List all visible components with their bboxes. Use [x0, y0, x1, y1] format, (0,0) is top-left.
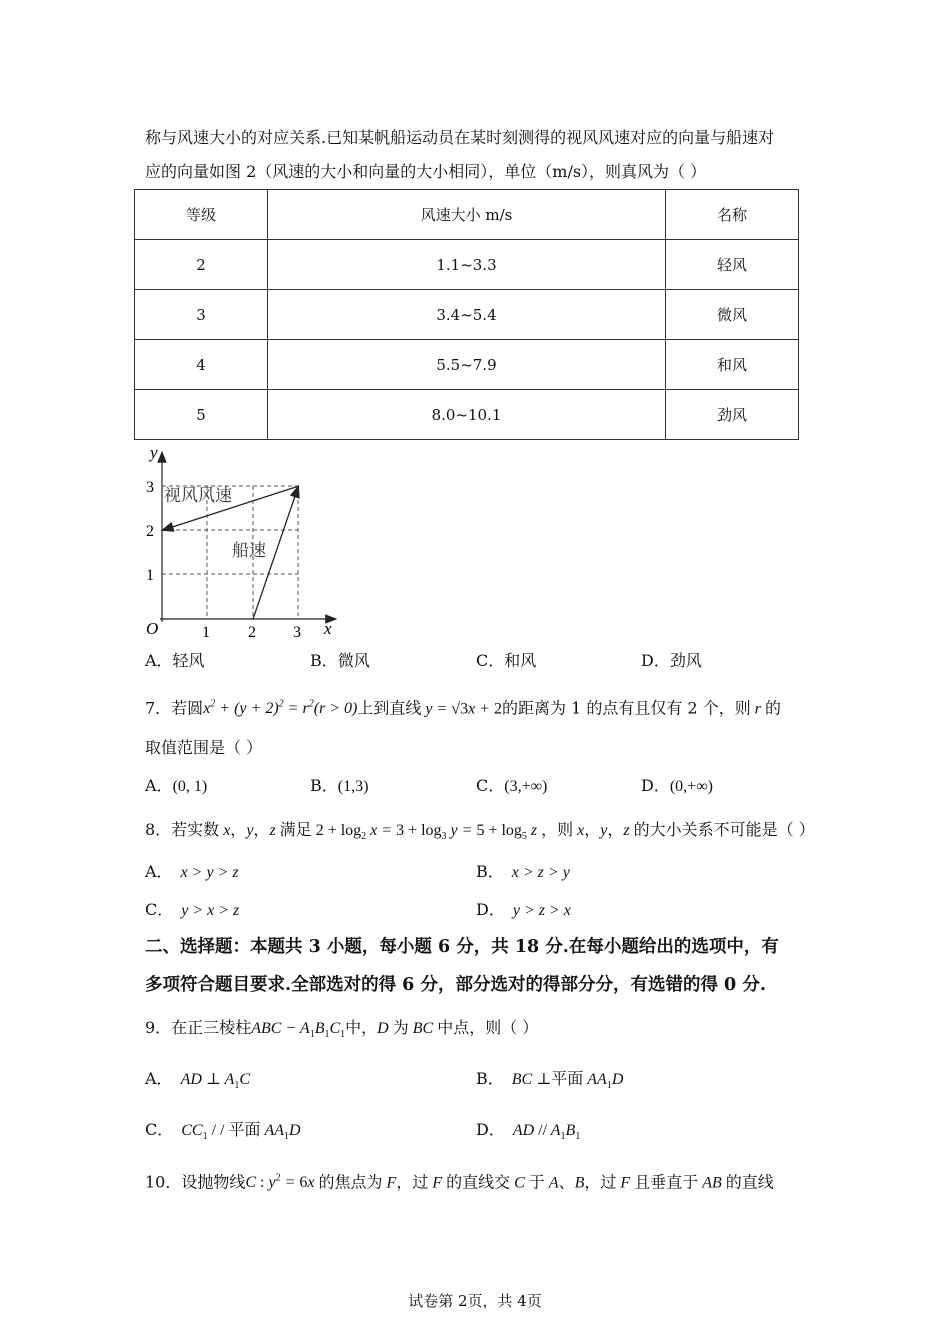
q9-option-a-label: A． [145, 1069, 173, 1088]
q7-option-b-label: B． [310, 776, 338, 795]
q8-variables: x，y，z [219, 822, 280, 839]
table-cell: 5.5~7.9 [268, 340, 666, 390]
q9-stem-c: 为 [392, 1018, 409, 1037]
q10-stem-a: 10．设抛物线 [145, 1172, 246, 1192]
table-cell: 5 [135, 390, 268, 440]
q7-stem-end: 的 [764, 698, 781, 718]
q10-focus-3: F [616, 1174, 635, 1192]
table-row [135, 390, 799, 440]
table-cell: 3.4~5.4 [268, 290, 666, 340]
q9-option-d-label: D． [476, 1120, 505, 1139]
x-tick-label: 1 [202, 624, 210, 641]
table-cell: 劲风 [665, 390, 798, 440]
header-level: 等级 [135, 190, 268, 240]
q10-stem-d: 的直线交 [446, 1172, 511, 1192]
q10-point-a: A [544, 1174, 559, 1192]
q9-stem-b: 中， [345, 1018, 378, 1037]
q8-stem [145, 820, 815, 847]
y-axis-label: y [150, 444, 158, 462]
q7-circle-equation: $x^2 + (y + 2)^2 = r^2(r > 0)$ [203, 699, 358, 718]
q8-option-b [476, 862, 570, 883]
q6-option-b: B．微风 [310, 651, 370, 670]
q9-prism: ABC − $A_1B_1C_1$ [251, 1020, 346, 1041]
intro-line-2: 应的向量如图 2（风速的大小和向量的大小相同），单位（m/s），则真风为（ ） [145, 162, 707, 181]
y-tick-label: 2 [146, 523, 154, 540]
q9-option-b-text: 平面 [551, 1069, 584, 1088]
q8-option-a-value: x > y > z [180, 864, 239, 881]
table-cell: 3 [135, 290, 268, 340]
q8-option-c-value: y > x > z [181, 902, 240, 919]
table-cell: 微风 [665, 290, 798, 340]
wind-level-table [134, 189, 799, 440]
origin-label: O [146, 619, 159, 638]
q9-option-c [145, 1120, 301, 1147]
q9-stem-a: 9．在正三棱柱 [145, 1018, 252, 1037]
q7-line-equation: y = √3x + 2 [421, 700, 502, 718]
q8-option-c-label: C． [145, 900, 174, 919]
q10-stem-e: 于 [528, 1172, 545, 1192]
q7-option-b-value: (1,3) [337, 778, 369, 795]
q8-stem-d: 的大小关系不可能是（ ） [633, 820, 815, 839]
boat-speed-label: 船速 [232, 541, 266, 561]
table-cell: 4 [135, 340, 268, 390]
q8-option-b-label: B． [476, 862, 504, 881]
section-2-heading-line-1: 二、选择题：本题共 3 小题，每小题 6 分，共 18 分.在每小题给出的选项中，有 [145, 937, 779, 957]
x-tick-label: 2 [248, 624, 256, 641]
q6-option-a: A．轻风 [145, 651, 205, 670]
q10-focus: F [382, 1174, 397, 1192]
q9-option-c-label: C． [145, 1120, 174, 1139]
table-cell: 2 [135, 240, 268, 290]
q9-option-d [476, 1120, 580, 1147]
q8-log-equation: $2 + \log_2 x = 3 + \log_3 y = 5 + \log_5 z$ [315, 822, 542, 843]
q9-option-b [476, 1069, 623, 1096]
q10-focus-2: F [428, 1174, 447, 1192]
q10-point-b: B [574, 1174, 585, 1192]
page-footer: 试卷第 2页，共 4页 [408, 1292, 542, 1310]
q9-option-c-plane: $AA_1D$ [260, 1122, 301, 1143]
q8-option-a [145, 862, 239, 883]
intro-line-1: 称与风速大小的对应关系.已知某帆船运动员在某时刻测得的视风风速对应的向量与船速对 [145, 128, 775, 147]
q9-option-d-formula: AD // $A_1B_1$ [512, 1122, 581, 1143]
q8-option-d-value: y > z > x [512, 902, 571, 919]
q9-stem-d: 中点，则（ ） [437, 1018, 539, 1037]
q7-stem-mid: 上到直线 [357, 698, 422, 718]
x-tick-label: 3 [293, 624, 301, 641]
q7-option-c [476, 776, 547, 797]
q7-r-symbol: r [750, 700, 765, 718]
q10-stem-b: 的焦点为 [318, 1172, 383, 1192]
table-cell: 轻风 [665, 240, 798, 290]
q8-option-d-label: D． [476, 900, 505, 919]
q8-option-d [476, 900, 571, 921]
x-axis-label: x [324, 619, 332, 638]
q9-option-b-plane: $AA_1D$ [583, 1071, 624, 1092]
q10-stem [145, 1169, 774, 1193]
q9-point-d: D [377, 1020, 393, 1037]
vector-figure [138, 444, 348, 644]
q7-option-d [641, 776, 713, 797]
q8-stem-c: ，则 [541, 820, 574, 839]
table-row [135, 240, 799, 290]
q7-stem [145, 695, 781, 719]
q7-option-a-value: (0, 1) [172, 778, 208, 795]
q10-stem-h: 且垂直于 [634, 1172, 699, 1192]
q7-option-c-value: (3,+∞) [504, 778, 548, 795]
q9-option-a [145, 1069, 250, 1096]
y-tick-label: 3 [146, 479, 154, 496]
table-row [135, 290, 799, 340]
q8-option-b-value: x > z > y [511, 864, 570, 881]
q7-option-a-label: A． [145, 776, 173, 795]
q8-variables-2: x，y，z [573, 822, 634, 839]
q7-option-c-label: C． [476, 776, 505, 795]
q9-option-c-formula: $CC_1$ / / [181, 1122, 225, 1143]
q9-option-b-formula: BC ⊥ [511, 1071, 552, 1088]
table-header-row [135, 190, 799, 240]
header-name: 名称 [665, 190, 798, 240]
q9-stem [145, 1018, 538, 1045]
q6-option-c: C．和风 [476, 651, 537, 670]
q10-stem-f: 、 [558, 1172, 575, 1192]
q10-curve-c: C [510, 1174, 529, 1192]
q8-stem-a: 8．若实数 [145, 820, 220, 839]
q10-stem-g: ，过 [584, 1172, 617, 1192]
q9-option-c-text: 平面 [228, 1120, 261, 1139]
table-cell: 8.0~10.1 [268, 390, 666, 440]
q7-option-d-value: (0,+∞) [669, 778, 713, 795]
q7-stem-suffix: 的距离为 1 的点有且仅有 2 个，则 [501, 698, 751, 718]
q7-stem-prefix: 7．若圆 [145, 698, 204, 718]
q10-stem-i: 的直线 [725, 1172, 774, 1192]
table-row [135, 340, 799, 390]
q7-option-d-label: D． [641, 776, 670, 795]
section-2-heading-line-2: 多项符合题目要求.全部选对的得 6 分，部分选对的得部分分，有选错的得 0 分. [145, 975, 766, 995]
q9-option-a-formula: AD ⊥ $A_1C$ [180, 1071, 251, 1092]
q9-segment-bc: BC [408, 1020, 438, 1037]
q10-stem-c: ，过 [396, 1172, 429, 1192]
header-speed: 风速大小 m/s [268, 190, 666, 240]
table-cell: 和风 [665, 340, 798, 390]
q7-stem-line-2: 取值范围是（ ） [145, 738, 263, 757]
q10-segment-ab: AB [698, 1174, 726, 1192]
q6-option-d: D．劲风 [641, 651, 702, 670]
q7-option-b [310, 776, 368, 797]
q8-stem-b: 满足 [279, 820, 312, 839]
table-cell: 1.1~3.3 [268, 240, 666, 290]
q8-option-c [145, 900, 239, 921]
y-tick-label: 1 [146, 567, 154, 584]
q10-parabola: C : $y^2 = 6x$ [245, 1173, 319, 1192]
q7-option-a [145, 776, 207, 797]
q8-option-a-label: A． [145, 862, 173, 881]
apparent-wind-label: 视风风速 [164, 486, 232, 506]
q9-option-b-label: B． [476, 1069, 504, 1088]
